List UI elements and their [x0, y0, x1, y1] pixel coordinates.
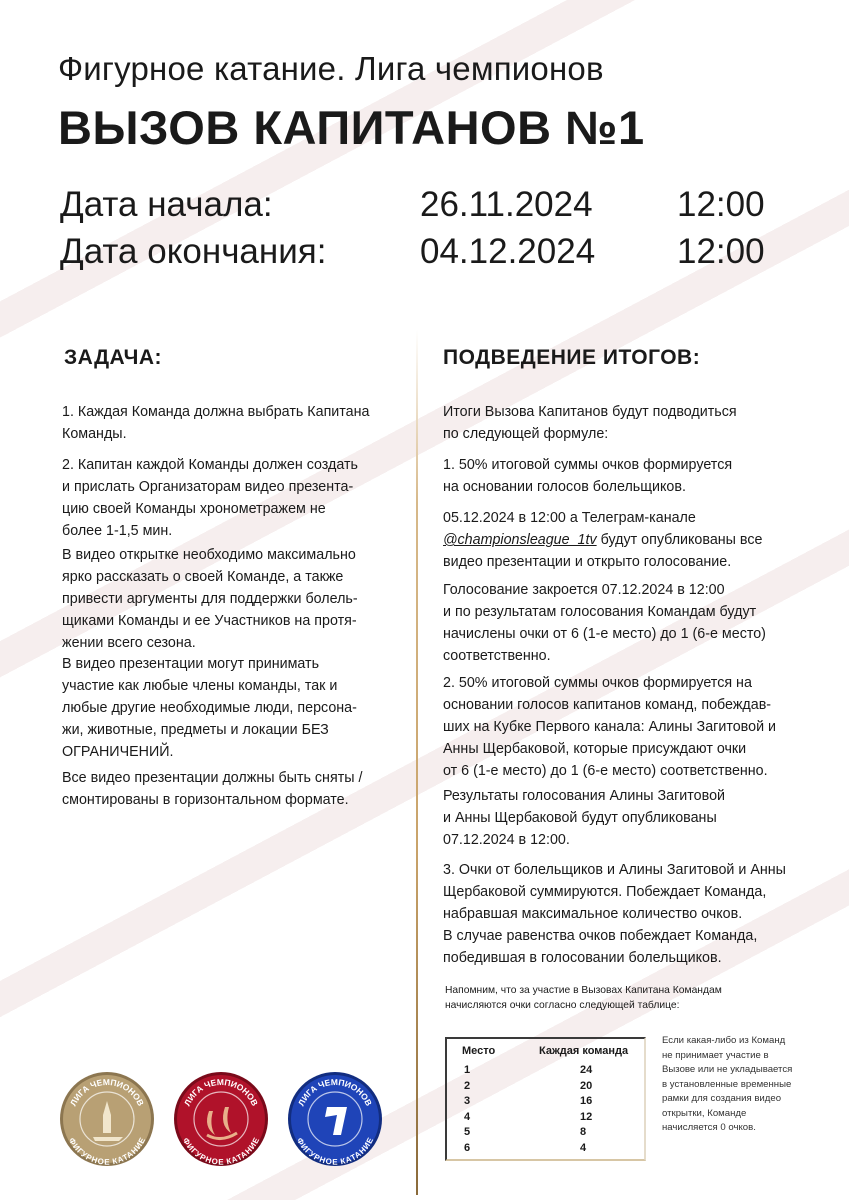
paragraph	[443, 859, 823, 969]
medal-bottom-text: ФИГУРНОЕ КАТАНИЕ	[180, 1136, 262, 1167]
text-line: смонтированы в горизонтальном формате.	[62, 792, 349, 808]
table-cell-place: 4	[464, 1110, 471, 1123]
table-cell-points: 16	[580, 1095, 593, 1107]
text-line: Итоги Вызова Капитанов будут подводиться	[443, 404, 737, 420]
text-line: 05.12.2024 в 12:00 а Телеграм-канале	[443, 510, 696, 526]
text-line: 07.12.2024 в 12:00.	[443, 832, 570, 848]
paragraph	[62, 767, 442, 811]
text-line: набравшая максимальное количество очков.	[443, 906, 743, 922]
text-line: Щербаковой суммируются. Побеждает Команда,	[443, 884, 767, 900]
text-line: соответственно.	[443, 648, 551, 664]
text-line: и прислать Организаторам видео презента-	[62, 479, 354, 495]
medal-top-text: ЛИГА ЧЕМПИОНОВ	[182, 1076, 260, 1108]
table-header-place: Место	[462, 1045, 496, 1057]
text-line: в установленные временные	[662, 1078, 792, 1090]
telegram-channel-link[interactable]: @championsleague_1tv	[443, 532, 597, 548]
table-cell-points: 24	[580, 1064, 593, 1076]
text-line: В видео открытке необходимо максимально	[62, 547, 356, 563]
text-line: ярко рассказать о своей Команде, а также	[62, 569, 344, 585]
text-line: по следующей формуле:	[443, 426, 609, 442]
text-line: 2. Капитан каждой Команды должен создать	[62, 457, 359, 473]
table-cell-points: 4	[580, 1141, 587, 1154]
medal-top-text: ЛИГА ЧЕМПИОНОВ	[296, 1076, 374, 1108]
paragraph	[62, 401, 442, 445]
text-line: от 6 (1-е место) до 1 (6-е место) соответственно.	[443, 763, 768, 779]
paragraph	[443, 454, 823, 498]
end-date-label: Дата окончания:	[60, 232, 327, 271]
paragraph	[443, 672, 823, 782]
table-cell-points: 8	[580, 1126, 587, 1138]
page-title: ВЫЗОВ КАПИТАНОВ №1	[58, 101, 645, 154]
paragraph	[443, 785, 823, 851]
points-reminder	[445, 983, 722, 1013]
text-line: В случае равенства очков побеждает Команда,	[443, 928, 758, 944]
text-line: Если какая-либо из Команд	[662, 1035, 786, 1046]
text-line: рамки для создания видео	[662, 1093, 782, 1104]
league-medal	[173, 1071, 269, 1167]
text-line: ОГРАНИЧЕНИЙ.	[62, 744, 174, 760]
text-line: жи, животные, предметы и локации БЕЗ	[62, 722, 329, 738]
page-subtitle: Фигурное катание. Лига чемпионов	[58, 50, 604, 87]
text-line: на основании голосов болельщиков.	[443, 479, 686, 495]
start-date-value: 26.11.2024	[420, 185, 593, 224]
text-line: любые другие необходимые люди, персона-	[62, 700, 357, 716]
text-line: жении всего сезона.	[62, 635, 196, 651]
text-line: Команды.	[62, 426, 127, 442]
text-line: открытки, Команде	[662, 1107, 747, 1119]
text-line: начислены очки от 6 (1-е место) до 1 (6-е место)	[443, 626, 766, 642]
start-date-label: Дата начала:	[60, 185, 273, 224]
text: будут опубликованы все	[596, 532, 763, 548]
text-line: В видео презентации могут принимать	[62, 656, 320, 672]
text-line: и Анны Щербаковой будут опубликованы	[443, 810, 717, 826]
table-cell-place: 3	[464, 1095, 471, 1107]
table-cell-place: 2	[464, 1079, 471, 1092]
medal-top-text: ЛИГА ЧЕМПИОНОВ	[68, 1076, 146, 1108]
text-line: щиками Команды и ее Участников на протя-	[62, 613, 357, 629]
medal-bottom-text: ФИГУРНОЕ КАТАНИЕ	[294, 1136, 376, 1167]
text-line: основании голосов капитанов команд, побеждав-	[443, 697, 772, 713]
table-cell-place: 6	[464, 1141, 471, 1154]
table-cell-points: 12	[580, 1110, 593, 1123]
table-cell-place: 1	[464, 1064, 471, 1076]
text-line: 3. Очки от болельщиков и Алины Загитовой и Анны	[443, 862, 786, 878]
paragraph	[62, 544, 442, 654]
text-line: не принимает участие в	[662, 1049, 769, 1061]
side-note	[662, 1034, 792, 1136]
table-header-points: Каждая команда	[539, 1045, 629, 1057]
text-line: Результаты голосования Алины Загитовой	[443, 788, 726, 804]
text-line: участие как любые члены команды, так и	[62, 678, 338, 694]
table-cell-place: 5	[464, 1126, 471, 1138]
paragraph	[443, 507, 823, 573]
text-line: Анны Щербаковой, которые присуждают очки	[443, 741, 747, 757]
text-line: Напомним, что за участие в Вызовах Капитана Командам	[445, 985, 722, 996]
text-line: 1. 50% итоговой суммы очков формируется	[443, 457, 733, 473]
text-line: цию своей Команды хронометражем не	[62, 501, 326, 517]
text-line: Все видео презентации должны быть сняты /	[62, 770, 363, 786]
paragraph	[62, 653, 442, 763]
end-time-value: 12:00	[677, 232, 765, 271]
paragraph	[62, 454, 442, 542]
league-medal	[287, 1071, 383, 1167]
table-cell-points: 20	[580, 1079, 593, 1092]
paragraph	[443, 401, 823, 445]
text-line: видео презентации и открыто голосование.	[443, 554, 732, 570]
text-line: более 1-1,5 мин.	[62, 523, 173, 539]
league-medal	[59, 1071, 155, 1167]
paragraph	[443, 579, 823, 667]
text-line: Голосование закроется 07.12.2024 в 12:00	[443, 582, 725, 598]
start-time-value: 12:00	[677, 185, 765, 224]
text-line: Вызове или не укладывается	[662, 1064, 793, 1075]
points-table	[445, 1037, 646, 1161]
text-line	[443, 529, 823, 551]
medal-bottom-text: ФИГУРНОЕ КАТАНИЕ	[66, 1136, 148, 1167]
text-line: 2. 50% итоговой суммы очков формируется на	[443, 675, 752, 691]
results-heading: ПОДВЕДЕНИЕ ИТОГОВ:	[443, 346, 701, 369]
end-date-value: 04.12.2024	[420, 232, 596, 271]
text-line: начисляется 0 очков.	[662, 1122, 756, 1133]
text-line: и по результатам голосования Командам будут	[443, 604, 757, 620]
text-line: ших на Кубке Первого канала: Алины Загитовой и	[443, 719, 777, 735]
task-heading: ЗАДАЧА:	[64, 346, 163, 369]
text-line: победившая в голосовании болельщиков.	[443, 950, 722, 966]
text-line: 1. Каждая Команда должна выбрать Капитана	[62, 404, 370, 420]
text-line: начисляются очки согласно следующей таблице:	[445, 1000, 680, 1011]
text-line: привести аргументы для поддержки болель-	[62, 591, 358, 607]
